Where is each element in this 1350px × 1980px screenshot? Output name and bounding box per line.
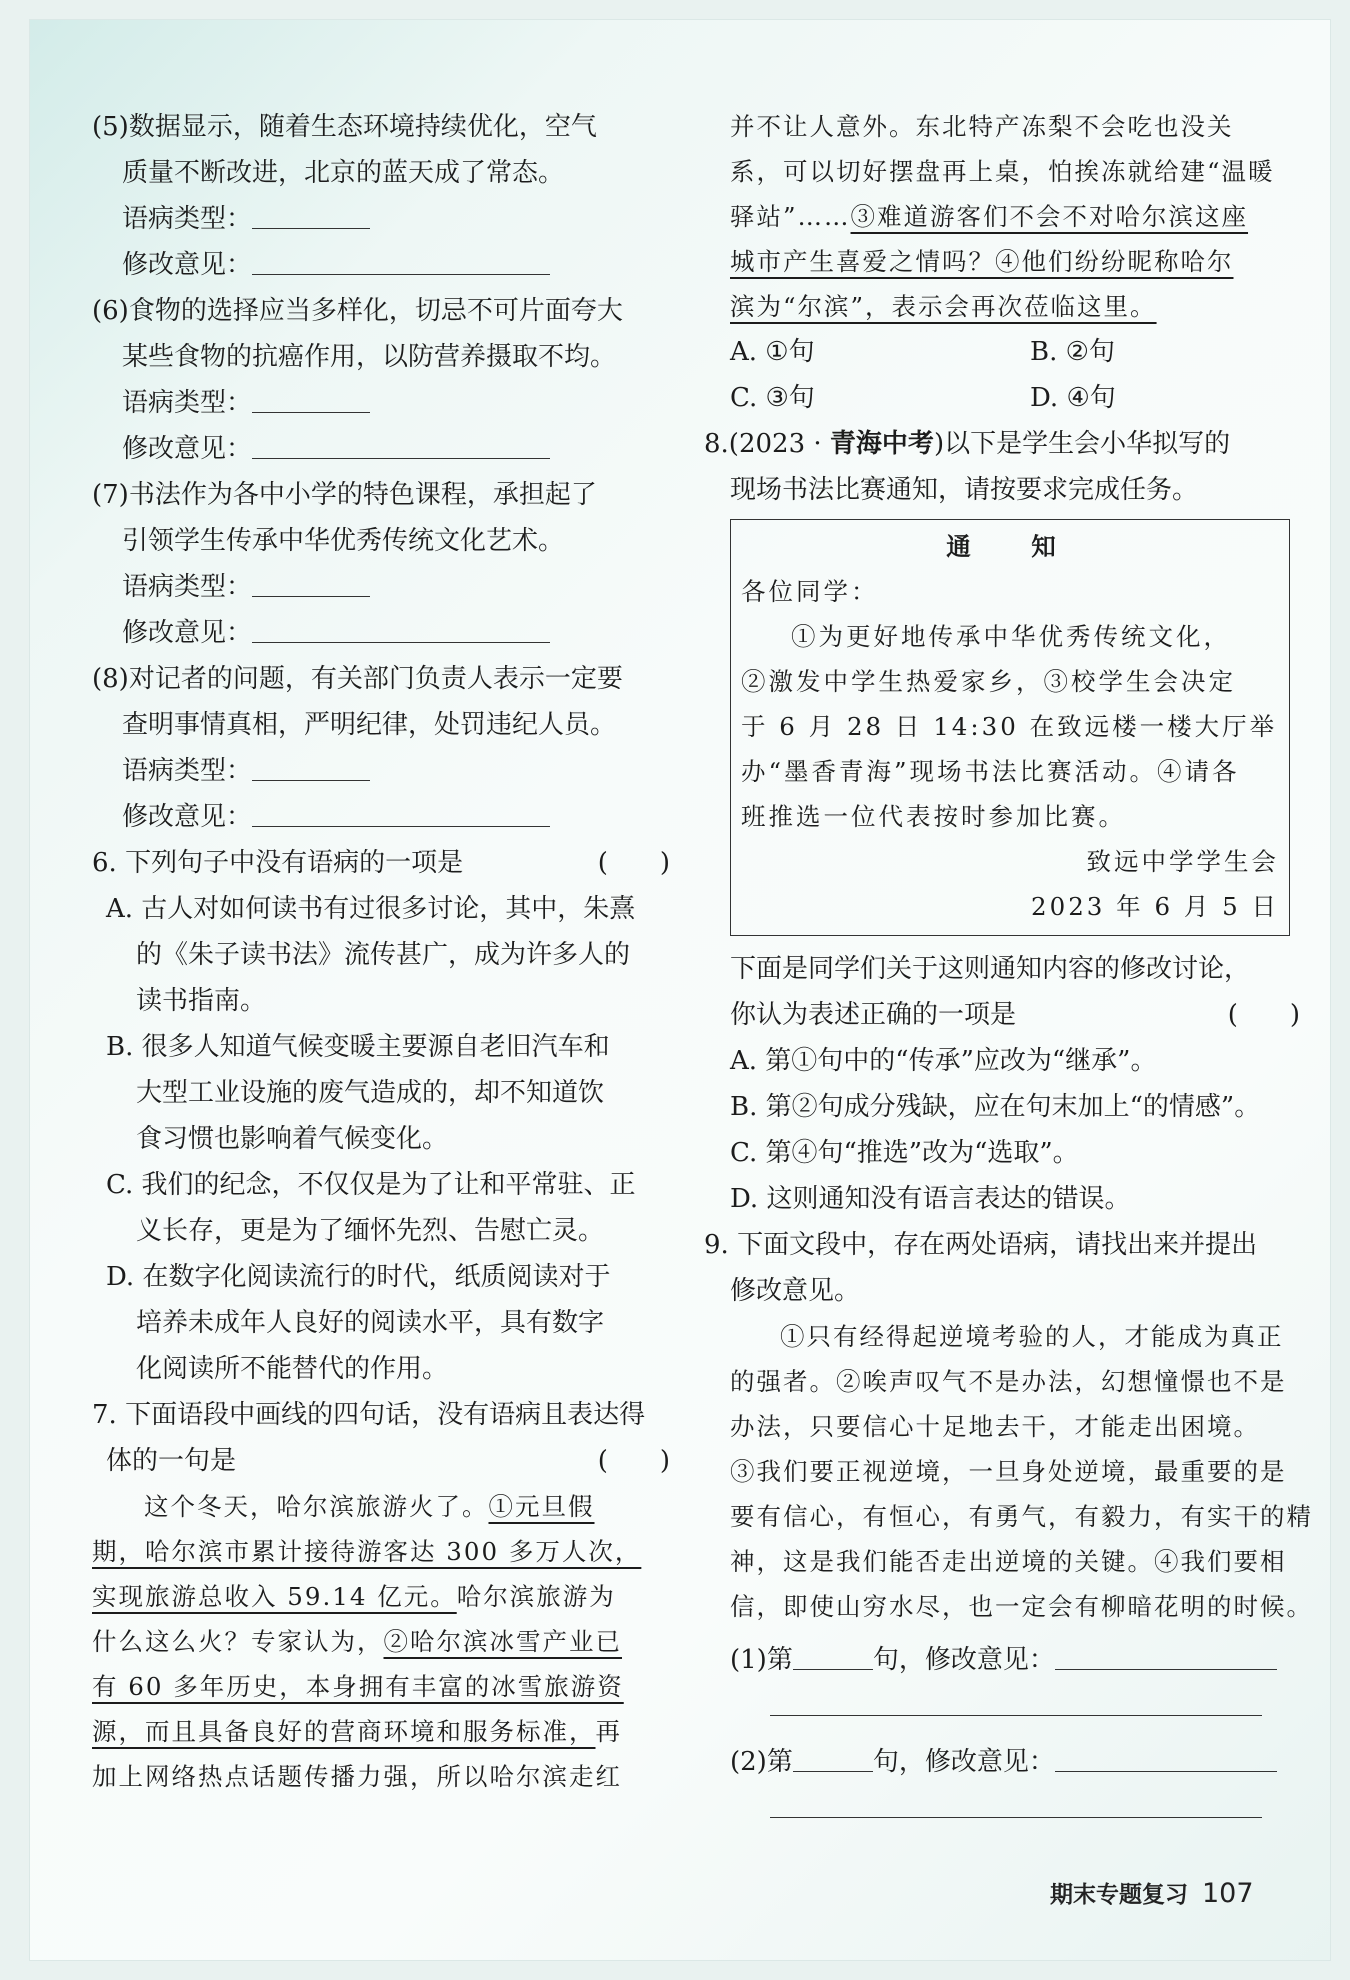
q6-option-d[interactable] (92, 1254, 670, 1300)
q8-discussion-line2 (730, 992, 1300, 1038)
page-number: 107 (1202, 1878, 1254, 1909)
q5-5-fix (92, 242, 670, 288)
answer-label: (1)第 (730, 1645, 793, 1675)
q7-stem-text: 体的一句是 (106, 1446, 237, 1476)
q5-7-line1: (7)书法作为各中小学的特色课程，承担起了 (92, 480, 597, 510)
q9-stem-line2: 修改意见。 (730, 1276, 861, 1306)
notice-title: 通 知 (946, 532, 1074, 561)
passage-text: 再 (595, 1717, 622, 1746)
passage-text: 信，即使山穷水尽，也一定会有柳暗花明的时候。 (730, 1592, 1313, 1621)
q9-answer-1 (730, 1637, 1300, 1683)
underlined-sentence: 有 60 多年历史，本身拥有丰富的冰雪旅游资 (92, 1672, 624, 1701)
q8-stem-text: )以下是学生会小华拟写的 (933, 429, 1231, 459)
q8-answer-paren[interactable]: ( ) (1227, 1000, 1300, 1030)
right-column (704, 104, 1313, 1841)
answer-blank[interactable] (252, 566, 370, 597)
notice-text: 于 6 月 28 日 14:30 在致远楼一楼大厅举 (741, 712, 1278, 741)
option-text: 化阅读所不能替代的作用。 (136, 1354, 449, 1384)
q9-answer-2-cont (730, 1785, 1300, 1841)
option-text: D. 在数字化阅读流行的时代，纸质阅读对于 (106, 1262, 611, 1292)
answer-blank[interactable] (252, 612, 550, 643)
underlined-sentence: ②哈尔滨冰雪产业已 (383, 1627, 622, 1656)
q7-options-row1 (730, 329, 1300, 375)
answer-blank[interactable] (252, 750, 370, 781)
q8-stem-line1 (704, 421, 1300, 467)
q7-options-row2 (730, 375, 1300, 421)
type-label: 语病类型： (122, 572, 253, 602)
passage-text: ③我们要正视逆境，一旦身处逆境，最重要的是 (730, 1457, 1287, 1486)
option-text: B. 很多人知道气候变暖主要源自老旧汽车和 (106, 1032, 610, 1062)
section-title: 期末专题复习 (1050, 1882, 1188, 1908)
q6-stem-text: 6. 下列句子中没有语病的一项是 (92, 848, 464, 878)
q8-stem-line2: 现场书法比赛通知，请按要求完成任务。 (730, 475, 1199, 505)
fix-label: 修改意见： (122, 802, 253, 832)
q9-passage (730, 1314, 1313, 1629)
notice-text: ①为更好地传承中华优秀传统文化， (791, 622, 1231, 651)
q5-6-line2: 某些食物的抗癌作用，以防营养摄取不均。 (122, 342, 617, 372)
notice-salutation: 各位同学： (741, 577, 879, 606)
underlined-sentence: ①元旦假 (488, 1492, 595, 1521)
passage-text: ①只有经得起逆境考验的人，才能成为真正 (780, 1322, 1284, 1351)
q5-7-fix (92, 610, 670, 656)
fix-label: 修改意见： (122, 250, 253, 280)
type-label: 语病类型： (122, 388, 253, 418)
option-text: 读书指南。 (136, 986, 267, 1016)
q7-option-d[interactable]: D. ④句 (1030, 383, 1116, 413)
fix-blank[interactable] (770, 1685, 1262, 1716)
q6-option-b[interactable] (92, 1024, 670, 1070)
passage-text: 要有信心，有恒心，有勇气，有毅力，有实干的精 (730, 1502, 1313, 1531)
passage-text: 并不让人意外。东北特产冻梨不会吃也没关 (730, 112, 1234, 141)
type-label: 语病类型： (122, 756, 253, 786)
q5-5-line1: (5)数据显示，随着生态环境持续优化，空气 (92, 112, 597, 142)
q5-6-line1: (6)食物的选择应当多样化，切忌不可片面夸大 (92, 296, 623, 326)
passage-text: 哈尔滨旅游为 (456, 1582, 616, 1611)
q5-5-line2: 质量不断改进，北京的蓝天成了常态。 (122, 158, 565, 188)
q6-stem (92, 840, 670, 886)
passage-text: 驿站”…… (730, 202, 851, 231)
notice-signature: 致远中学学生会 (1086, 847, 1279, 876)
page-footer (1050, 1876, 1254, 1909)
q7-option-a[interactable]: A. ①句 (730, 337, 815, 367)
q6-option-c[interactable] (92, 1162, 670, 1208)
option-text: A. 古人对如何读书有过很多讨论，其中，朱熹 (106, 894, 636, 924)
q8-number: 8.(2023 · (704, 429, 830, 459)
q6-option-a[interactable] (92, 886, 670, 932)
q8-discussion-line1: 下面是同学们关于这则通知内容的修改讨论， (730, 954, 1251, 984)
answer-label: 句，修改意见： (872, 1645, 1055, 1675)
q9-answer-2 (730, 1739, 1300, 1785)
q8-option-a[interactable]: A. 第①句中的“传承”应改为“继承”。 (730, 1046, 1157, 1076)
q7-stem-line1: 7. 下面语段中画线的四句话，没有语病且表达得 (92, 1400, 646, 1430)
option-text: 义长存，更是为了缅怀先烈、告慰亡灵。 (136, 1216, 605, 1246)
q5-7-line2: 引领学生传承中华优秀传统文化艺术。 (122, 526, 565, 556)
answer-blank[interactable] (252, 198, 370, 229)
q7-option-c[interactable]: C. ③句 (730, 383, 815, 413)
sentence-number-blank[interactable] (793, 1639, 873, 1670)
q5-8-type (92, 748, 670, 794)
answer-label: (2)第 (730, 1747, 793, 1777)
q9-answer-1-cont (730, 1683, 1300, 1739)
q8-option-c[interactable]: C. 第④句“推选”改为“选取”。 (730, 1138, 1079, 1168)
q7-answer-paren[interactable]: ( ) (597, 1446, 670, 1476)
notice-date: 2023 年 6 月 5 日 (1031, 892, 1279, 921)
notice-text: 班推选一位代表按时参加比赛。 (741, 802, 1126, 831)
q7-stem-line2 (92, 1438, 670, 1484)
passage-text: 什么这么火？专家认为， (92, 1627, 384, 1656)
answer-blank[interactable] (252, 428, 550, 459)
fix-blank[interactable] (1055, 1639, 1277, 1670)
q5-8-line1: (8)对记者的问题，有关部门负责人表示一定要 (92, 664, 623, 694)
q5-5-type (92, 196, 670, 242)
option-text: 培养未成年人良好的阅读水平，具有数字 (136, 1308, 605, 1338)
option-text: 食习惯也影响着气候变化。 (136, 1124, 449, 1154)
q5-8-line2: 查明事情真相，严明纪律，处罚违纪人员。 (122, 710, 617, 740)
fix-blank[interactable] (1055, 1741, 1277, 1772)
notice-text: ②激发中学生热爱家乡，③校学生会决定 (741, 667, 1236, 696)
answer-label: 句，修改意见： (872, 1747, 1055, 1777)
underlined-sentence: 城市产生喜爱之情吗？ (730, 247, 995, 276)
passage-text: 加上网络热点话题传播力强，所以哈尔滨走红 (92, 1762, 622, 1791)
underlined-sentence: 滨为“尔滨”，表示会再次莅临这里。 (730, 292, 1157, 321)
option-text: C. 我们的纪念，不仅仅是为了让和平常驻、正 (106, 1170, 636, 1200)
sentence-number-blank[interactable] (793, 1741, 873, 1772)
q5-7-type (92, 564, 670, 610)
passage-text: 这个冬天，哈尔滨旅游火了。 (144, 1492, 489, 1521)
q8-option-d[interactable]: D. 这则通知没有语言表达的错误。 (730, 1184, 1131, 1214)
q8-source: 青海中考 (829, 429, 934, 459)
passage-text: 的强者。②唉声叹气不是办法，幻想憧憬也不是 (730, 1367, 1287, 1396)
answer-blank[interactable] (252, 382, 370, 413)
type-label: 语病类型： (122, 204, 253, 234)
option-text: 大型工业设施的废气造成的，却不知道饮 (136, 1078, 605, 1108)
option-text: 的《朱子读书法》流传甚广，成为许多人的 (136, 940, 631, 970)
fix-label: 修改意见： (122, 618, 253, 648)
answer-blank[interactable] (252, 244, 550, 275)
passage-text: 神，这是我们能否走出逆境的关键。④我们要相 (730, 1547, 1287, 1576)
workbook-page (30, 20, 1330, 1960)
q6-answer-paren[interactable]: ( ) (597, 848, 670, 878)
answer-blank[interactable] (252, 796, 550, 827)
fix-blank[interactable] (770, 1787, 1262, 1818)
notice-box (730, 519, 1290, 936)
q5-8-fix (92, 794, 670, 840)
underlined-sentence: ④他们纷纷昵称哈尔 (995, 247, 1234, 276)
q7-passage (92, 1484, 670, 1799)
q5-6-fix (92, 426, 670, 472)
fix-label: 修改意见： (122, 434, 253, 464)
notice-text: 办“墨香青海”现场书法比赛活动。④请各 (741, 757, 1240, 786)
q9-stem-line1: 9. 下面文段中，存在两处语病，请找出来并提出 (704, 1230, 1258, 1260)
underlined-sentence: ③难道游客们不会不对哈尔滨这座 (850, 202, 1249, 231)
underlined-sentence: 源，而且具备良好的营商环境和服务标准， (92, 1717, 596, 1746)
passage-text: 办法，只要信心十足地去干，才能走出困境。 (730, 1412, 1260, 1441)
q8-question: 你认为表述正确的一项是 (730, 1000, 1017, 1030)
underlined-sentence: 实现旅游总收入 59.14 亿元。 (92, 1582, 457, 1611)
left-column (92, 104, 670, 1799)
q8-option-b[interactable]: B. 第②句成分残缺，应在句末加上“的情感”。 (730, 1092, 1261, 1122)
q7-passage-continued (730, 104, 1300, 329)
underlined-sentence: 期，哈尔滨市累计接待游客达 300 多万人次， (92, 1537, 642, 1566)
q5-6-type (92, 380, 670, 426)
q7-option-b[interactable]: B. ②句 (1030, 337, 1115, 367)
passage-text: 系，可以切好摆盘再上桌，怕挨冻就给建“温暖 (730, 157, 1275, 186)
